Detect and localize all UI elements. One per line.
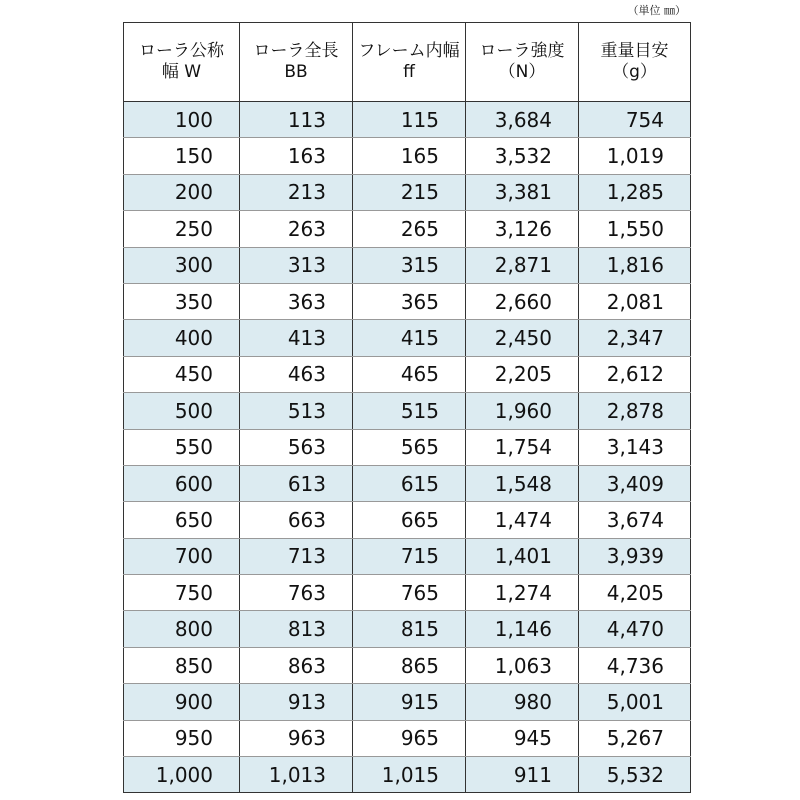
cell-frame-inner-width: 265 (353, 211, 466, 247)
cell-nominal-width: 800 (124, 611, 240, 647)
cell-frame-inner-width: 515 (353, 393, 466, 429)
table-row (124, 356, 691, 392)
cell-nominal-width: 850 (124, 647, 240, 683)
cell-roller-strength: 3,684 (466, 102, 579, 138)
table-row (124, 429, 691, 465)
cell-frame-inner-width: 615 (353, 465, 466, 501)
cell-nominal-width: 400 (124, 320, 240, 356)
header-frame-inner-width (353, 23, 466, 102)
table-row (124, 102, 691, 138)
cell-weight-estimate: 2,347 (579, 320, 691, 356)
header-line1: ローラ強度 (479, 41, 565, 61)
cell-nominal-width: 150 (124, 138, 240, 174)
cell-nominal-width: 600 (124, 465, 240, 501)
cell-weight-estimate: 3,674 (579, 502, 691, 538)
cell-weight-estimate: 5,267 (579, 720, 691, 756)
cell-overall-length: 863 (240, 647, 353, 683)
table-row (124, 757, 691, 793)
cell-overall-length: 713 (240, 538, 353, 574)
cell-nominal-width: 100 (124, 102, 240, 138)
unit-label: （単位 ㎜） (627, 4, 686, 17)
cell-weight-estimate: 5,532 (579, 757, 691, 793)
cell-weight-estimate: 5,001 (579, 684, 691, 720)
cell-weight-estimate: 3,939 (579, 538, 691, 574)
cell-frame-inner-width: 765 (353, 575, 466, 611)
cell-weight-estimate: 3,143 (579, 429, 691, 465)
table-row (124, 174, 691, 210)
cell-roller-strength: 2,871 (466, 247, 579, 283)
table-row (124, 320, 691, 356)
cell-weight-estimate: 4,736 (579, 647, 691, 683)
cell-frame-inner-width: 165 (353, 138, 466, 174)
cell-roller-strength: 1,146 (466, 611, 579, 647)
roller-spec-table (123, 22, 691, 793)
cell-weight-estimate: 1,550 (579, 211, 691, 247)
cell-overall-length: 1,013 (240, 757, 353, 793)
cell-nominal-width: 350 (124, 283, 240, 319)
cell-frame-inner-width: 715 (353, 538, 466, 574)
cell-nominal-width: 650 (124, 502, 240, 538)
header-line2: BB (284, 62, 308, 82)
table-row (124, 575, 691, 611)
cell-frame-inner-width: 665 (353, 502, 466, 538)
header-line2: 幅 W (161, 62, 202, 82)
cell-nominal-width: 950 (124, 720, 240, 756)
cell-frame-inner-width: 315 (353, 247, 466, 283)
cell-nominal-width: 450 (124, 356, 240, 392)
cell-roller-strength: 1,960 (466, 393, 579, 429)
cell-nominal-width: 250 (124, 211, 240, 247)
cell-frame-inner-width: 565 (353, 429, 466, 465)
cell-roller-strength: 911 (466, 757, 579, 793)
table-row (124, 393, 691, 429)
cell-weight-estimate: 3,409 (579, 465, 691, 501)
header-roller-strength (466, 23, 579, 102)
cell-weight-estimate: 4,205 (579, 575, 691, 611)
cell-roller-strength: 1,754 (466, 429, 579, 465)
header-line1: フレーム内幅 (358, 41, 460, 61)
table-row (124, 502, 691, 538)
cell-frame-inner-width: 215 (353, 174, 466, 210)
cell-frame-inner-width: 865 (353, 647, 466, 683)
cell-overall-length: 513 (240, 393, 353, 429)
table-row (124, 283, 691, 319)
table-row (124, 538, 691, 574)
cell-weight-estimate: 1,019 (579, 138, 691, 174)
cell-overall-length: 113 (240, 102, 353, 138)
header-line2: （g） (612, 62, 657, 82)
cell-frame-inner-width: 415 (353, 320, 466, 356)
table-row (124, 611, 691, 647)
cell-roller-strength: 1,063 (466, 647, 579, 683)
cell-nominal-width: 550 (124, 429, 240, 465)
cell-overall-length: 413 (240, 320, 353, 356)
header-nominal-width (124, 23, 240, 102)
cell-frame-inner-width: 115 (353, 102, 466, 138)
cell-frame-inner-width: 365 (353, 283, 466, 319)
cell-roller-strength: 2,205 (466, 356, 579, 392)
cell-weight-estimate: 1,816 (579, 247, 691, 283)
table-row (124, 647, 691, 683)
cell-frame-inner-width: 815 (353, 611, 466, 647)
table-body (124, 102, 691, 793)
cell-weight-estimate: 754 (579, 102, 691, 138)
cell-overall-length: 163 (240, 138, 353, 174)
cell-nominal-width: 900 (124, 684, 240, 720)
table-row (124, 211, 691, 247)
cell-overall-length: 763 (240, 575, 353, 611)
cell-roller-strength: 1,548 (466, 465, 579, 501)
header-line2: （N） (498, 62, 546, 82)
cell-frame-inner-width: 915 (353, 684, 466, 720)
cell-overall-length: 563 (240, 429, 353, 465)
cell-roller-strength: 945 (466, 720, 579, 756)
table-row (124, 138, 691, 174)
cell-overall-length: 263 (240, 211, 353, 247)
cell-overall-length: 913 (240, 684, 353, 720)
cell-weight-estimate: 2,612 (579, 356, 691, 392)
cell-frame-inner-width: 465 (353, 356, 466, 392)
table-row (124, 465, 691, 501)
cell-overall-length: 813 (240, 611, 353, 647)
cell-roller-strength: 3,532 (466, 138, 579, 174)
cell-roller-strength: 1,474 (466, 502, 579, 538)
header-line2: ff (403, 62, 415, 82)
cell-roller-strength: 980 (466, 684, 579, 720)
cell-nominal-width: 1,000 (124, 757, 240, 793)
cell-overall-length: 963 (240, 720, 353, 756)
cell-roller-strength: 1,401 (466, 538, 579, 574)
header-line1: ローラ公称 (139, 41, 224, 61)
cell-roller-strength: 3,126 (466, 211, 579, 247)
cell-nominal-width: 300 (124, 247, 240, 283)
cell-weight-estimate: 2,081 (579, 283, 691, 319)
table-row (124, 247, 691, 283)
cell-roller-strength: 1,274 (466, 575, 579, 611)
cell-nominal-width: 750 (124, 575, 240, 611)
cell-nominal-width: 200 (124, 174, 240, 210)
cell-weight-estimate: 1,285 (579, 174, 691, 210)
cell-overall-length: 663 (240, 502, 353, 538)
table-row (124, 684, 691, 720)
cell-overall-length: 613 (240, 465, 353, 501)
cell-weight-estimate: 2,878 (579, 393, 691, 429)
cell-roller-strength: 2,660 (466, 283, 579, 319)
cell-overall-length: 363 (240, 283, 353, 319)
header-line1: 重量目安 (600, 41, 669, 61)
cell-frame-inner-width: 965 (353, 720, 466, 756)
table-row (124, 720, 691, 756)
cell-roller-strength: 3,381 (466, 174, 579, 210)
cell-overall-length: 213 (240, 174, 353, 210)
cell-frame-inner-width: 1,015 (353, 757, 466, 793)
header-weight-estimate (579, 23, 691, 102)
header-row (124, 23, 691, 102)
header-overall-length (240, 23, 353, 102)
header-line1: ローラ全長 (253, 41, 339, 61)
cell-overall-length: 463 (240, 356, 353, 392)
cell-nominal-width: 500 (124, 393, 240, 429)
cell-nominal-width: 700 (124, 538, 240, 574)
cell-roller-strength: 2,450 (466, 320, 579, 356)
cell-overall-length: 313 (240, 247, 353, 283)
cell-weight-estimate: 4,470 (579, 611, 691, 647)
